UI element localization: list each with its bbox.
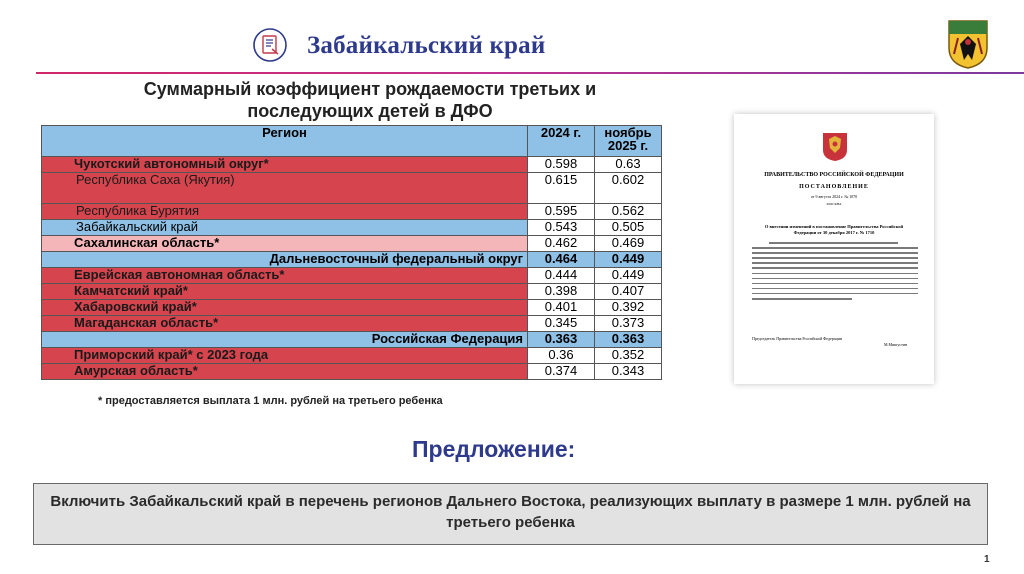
value-2025-cell: 0.343 [595, 364, 662, 380]
value-2024-cell: 0.598 [528, 157, 595, 173]
page-number: 1 [984, 554, 990, 565]
value-2024-cell: 0.345 [528, 316, 595, 332]
table-title: Суммарный коэффициент рождаемости третьих и последующих детей в ДФО [143, 79, 597, 121]
column-header-2024: 2024 г. [528, 126, 595, 157]
proposal-box [33, 483, 988, 545]
decree-city: МОСКВА [826, 202, 842, 206]
region-cell: Российская Федерация [42, 332, 528, 348]
value-2025-cell: 0.392 [595, 300, 662, 316]
coat-of-arms-icon [946, 18, 990, 70]
table-footnote: * предоставляется выплата 1 млн. рублей на третьего ребенка [98, 395, 443, 407]
value-2025-cell: 0.363 [595, 332, 662, 348]
table-row-total [42, 332, 662, 348]
value-2025-cell: 0.407 [595, 284, 662, 300]
region-cell: Чукотский автономный округ* [42, 157, 528, 173]
table-row [42, 348, 662, 364]
value-2024-cell: 0.374 [528, 364, 595, 380]
table-row [42, 364, 662, 380]
value-2024-cell: 0.464 [528, 252, 595, 268]
value-2024-cell: 0.595 [528, 204, 595, 220]
header-divider [36, 72, 1024, 74]
value-2024-cell: 0.444 [528, 268, 595, 284]
region-cell: Республика Саха (Якутия) [42, 173, 528, 204]
region-cell: Хабаровский край* [42, 300, 528, 316]
region-cell: Сахалинская область* [42, 236, 528, 252]
value-2025-cell: 0.505 [595, 220, 662, 236]
value-2024-cell: 0.401 [528, 300, 595, 316]
birth-rate-table [41, 125, 662, 380]
table-row [42, 157, 662, 173]
decree-subject: О внесении изменений в постановление Правительства Российской Федерации от 30 декабря 2017 г. № 1710 [764, 224, 904, 235]
region-cell: Амурская область* [42, 364, 528, 380]
page-title: Забайкальский край [307, 32, 546, 59]
decree-body-text [752, 242, 918, 303]
column-header-2025: ноябрь 2025 г. [595, 126, 662, 157]
value-2024-cell: 0.462 [528, 236, 595, 252]
table-row [42, 316, 662, 332]
value-2025-cell: 0.352 [595, 348, 662, 364]
decree-org: ПРАВИТЕЛЬСТВО РОССИЙСКОЙ ФЕДЕРАЦИИ [764, 172, 904, 178]
proposal-title: Предложение: [412, 436, 576, 462]
decree-document-image [734, 114, 934, 384]
table-row [42, 220, 662, 236]
decree-signer-title: Председатель Правительства Российской Федерации [752, 336, 843, 341]
value-2025-cell: 0.63 [595, 157, 662, 173]
value-2025-cell: 0.449 [595, 268, 662, 284]
column-header-region: Регион [42, 126, 528, 157]
russian-emblem-icon [820, 130, 850, 162]
decree-type: ПОСТАНОВЛЕНИЕ [799, 184, 869, 190]
decree-signer-name: М.Мишустин [884, 342, 908, 347]
region-cell: Республика Бурятия [42, 204, 528, 220]
document-icon [253, 28, 287, 62]
table-row [42, 204, 662, 220]
value-2024-cell: 0.36 [528, 348, 595, 364]
value-2025-cell: 0.469 [595, 236, 662, 252]
table-row [42, 284, 662, 300]
value-2024-cell: 0.398 [528, 284, 595, 300]
proposal-text: Включить Забайкальский край в перечень регионов Дальнего Востока, реализующих выплату в размере 1 млн. рублей на третьего ребенка [50, 493, 971, 531]
table-row [42, 236, 662, 252]
table-row [42, 173, 662, 204]
value-2024-cell: 0.615 [528, 173, 595, 204]
value-2025-cell: 0.449 [595, 252, 662, 268]
region-cell: Забайкальский край [42, 220, 528, 236]
value-2024-cell: 0.543 [528, 220, 595, 236]
value-2025-cell: 0.602 [595, 173, 662, 204]
value-2024-cell: 0.363 [528, 332, 595, 348]
decree-date: от 9 августа 2024 г. № 1070 [810, 194, 858, 199]
table-row [42, 268, 662, 284]
region-cell: Камчатский край* [42, 284, 528, 300]
region-cell: Дальневосточный федеральный округ [42, 252, 528, 268]
table-row-total [42, 252, 662, 268]
value-2025-cell: 0.562 [595, 204, 662, 220]
region-cell: Магаданская область* [42, 316, 528, 332]
value-2025-cell: 0.373 [595, 316, 662, 332]
region-cell: Еврейская автономная область* [42, 268, 528, 284]
table-header-row [42, 126, 662, 157]
table-row [42, 300, 662, 316]
region-cell: Приморский край* с 2023 года [42, 348, 528, 364]
